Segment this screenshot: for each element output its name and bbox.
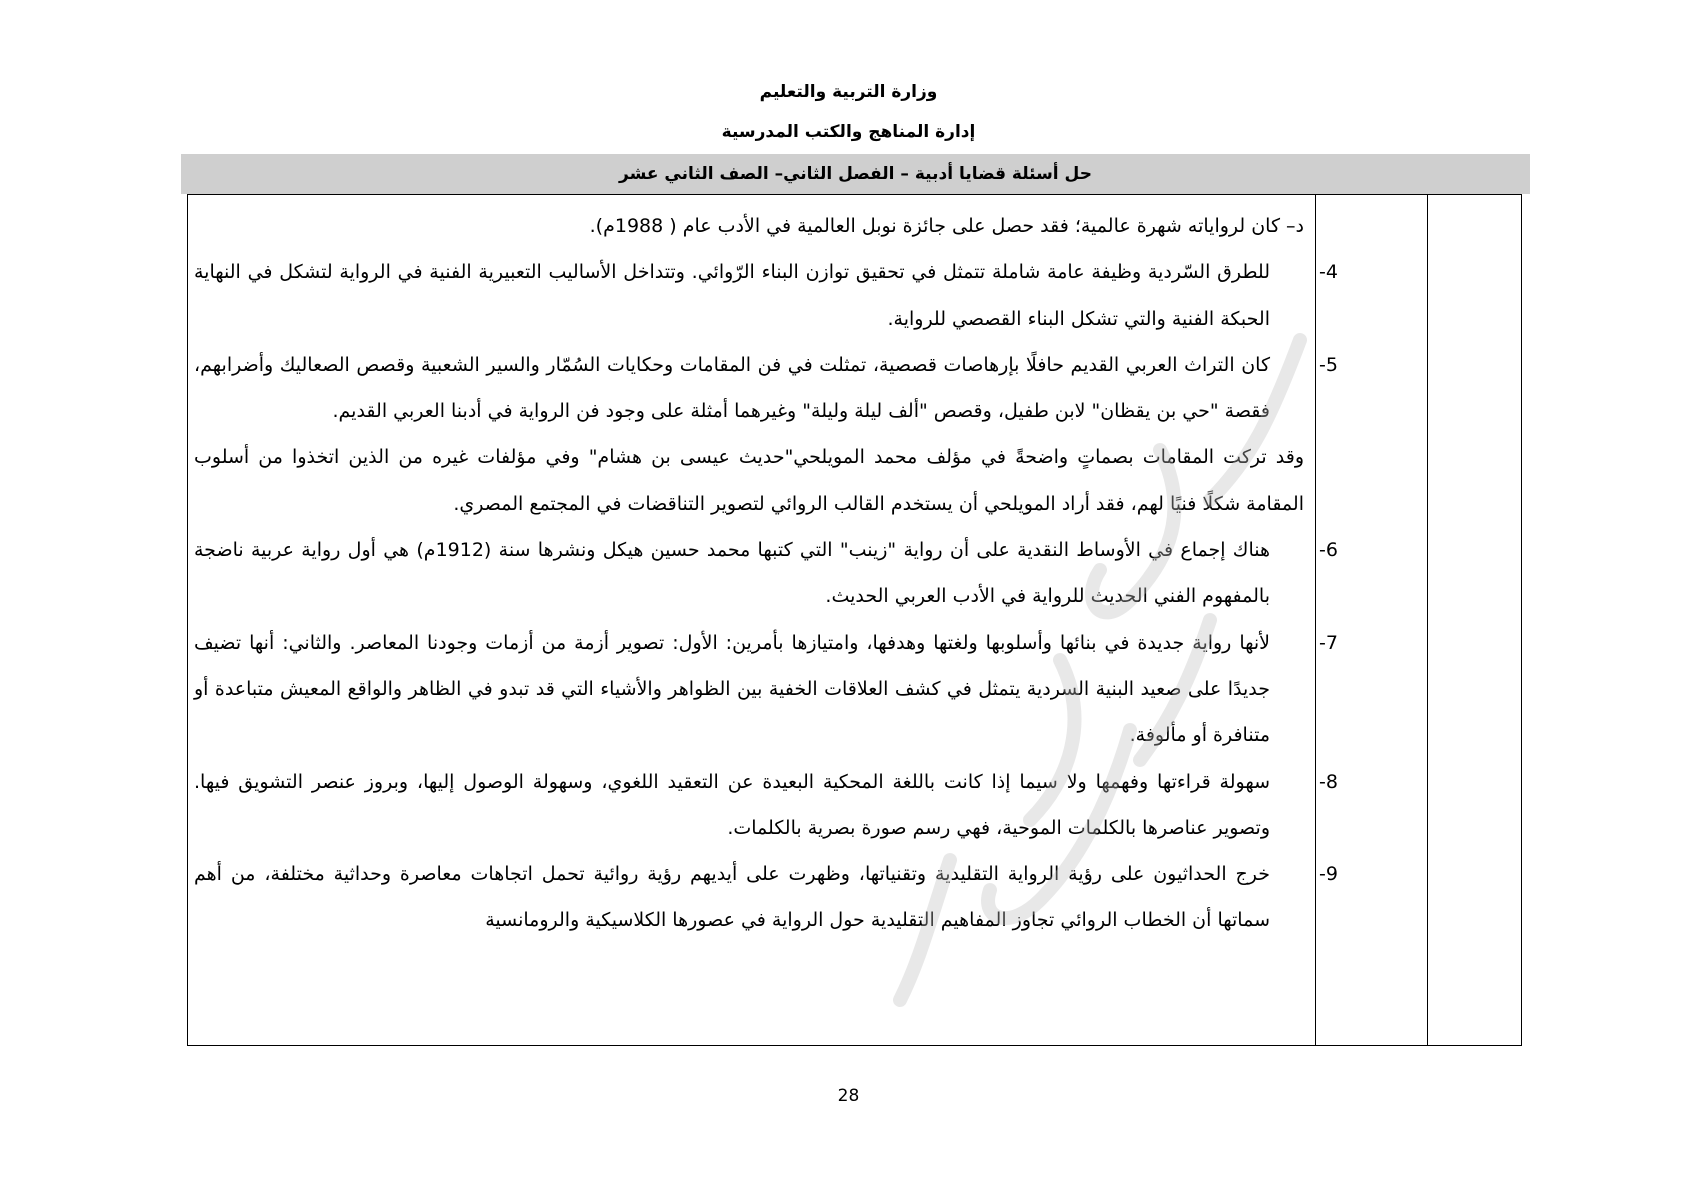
answers-table [187, 194, 1522, 1046]
answer-item-8 [194, 759, 1338, 852]
answer-item-5-continued [194, 434, 1304, 527]
answer-text: د– كان لرواياته شهرة عالمية؛ فقد حصل على جائزة نوبل العالمية في الأدب عام ( 1988م). [589, 215, 1304, 237]
answer-text: كان التراث العربي القديم حافلًا بإرهاصات قصصية، تمثلت في فن المقامات وحكايات السُمّار والسير الشعبية وقصص الصعاليك وأضرابهم، فقصة "حي بن يقظان" لابن طفيل، وقصص "ألف ليلة وليلة" وغيرهما أمثلة على وجود فن الرواية في أدبنا العربي القديم. [194, 353, 1270, 423]
answer-item-5 [194, 342, 1338, 435]
answer-item-4 [194, 249, 1338, 342]
department-heading: إدارة المناهج والكتب المدرسية [721, 122, 976, 142]
answer-number: 8- [1319, 770, 1338, 793]
answers-column [194, 203, 1338, 944]
answer-text: سهولة قراءتها وفهمها ولا سيما إذا كانت باللغة المحكية البعيدة عن التعقيد اللغوي، وسهولة الوصول إليها، وبروز عنصر التشويق فيها. وتصوير عناصرها بالكلمات الموحية، فهي رسم صورة بصرية بالكلمات. [194, 770, 1270, 839]
answer-text: لأنها رواية جديدة في بنائها وأسلوبها ولغتها وهدفها، وامتيازها بأمرين: الأول: تصوير أزمة من أزمات وجودنا المعاصر. والثاني: أنها تضيف جديدًا على صعيد البنية السردية يتمثل في كشف العلاقات الخفية بين الظواهر والأشياء التي قد تبدو في الظاهر والواقع المعيش متباعدة أو متنافرة أو مألوفة. [194, 631, 1270, 747]
answer-number: 5- [1319, 353, 1338, 376]
answer-number: 9- [1319, 863, 1338, 886]
document-title-bar: حل أسئلة قضايا أدبية – الفصل الثاني– الصف الثاني عشر [181, 154, 1530, 194]
answer-number: 4- [1319, 261, 1338, 284]
answer-text: للطرق السّردية وظيفة عامة شاملة تتمثل في تحقيق توازن البناء الرّوائي. وتتداخل الأساليب التعبيرية الفنية في الرواية لتشكل في النهاية الحبكة الفنية والتي تشكل البناء القصصي للرواية. [194, 261, 1270, 330]
ministry-heading: وزارة التربية والتعليم [759, 82, 938, 102]
column-divider [1315, 195, 1316, 1045]
column-divider [1427, 195, 1428, 1045]
answer-item-d [194, 203, 1304, 249]
answer-text: خرج الحداثيون على رؤية الرواية التقليدية وتقنياتها، وظهرت على أيديهم رؤية روائية تحمل اتجاهات معاصرة وحداثية مختلفة، من أهم سماتها أن الخطاب الروائي تجاوز المفاهيم التقليدية حول الرواية في عصورها الكلاسيكية والرومانسية [194, 863, 1270, 932]
answer-text: هناك إجماع في الأوساط النقدية على أن رواية "زينب" التي كتبها محمد حسين هيكل ونشرها سنة (1912م) هي أول رواية عربية ناضجة بالمفهوم الفني الحديث للرواية في الأدب العربي الحديث. [194, 539, 1270, 608]
answer-item-6 [194, 527, 1338, 620]
answer-item-9 [194, 851, 1338, 944]
answer-text: وقد تركت المقامات بصماتٍ واضحةً في مؤلف محمد المويلحي"حديث عيسى بن هشام" وفي مؤلفات غيره من الذين اتخذوا من أسلوب المقامة شكلًا فنيًا لهم، فقد أراد المويلحي أن يستخدم القالب الروائي لتصوير التناقضات في المجتمع المصري. [194, 446, 1304, 515]
page-number: 28 [837, 1086, 860, 1106]
answer-item-7 [194, 620, 1338, 759]
answer-number: 7- [1319, 631, 1338, 654]
answer-number: 6- [1319, 539, 1338, 562]
